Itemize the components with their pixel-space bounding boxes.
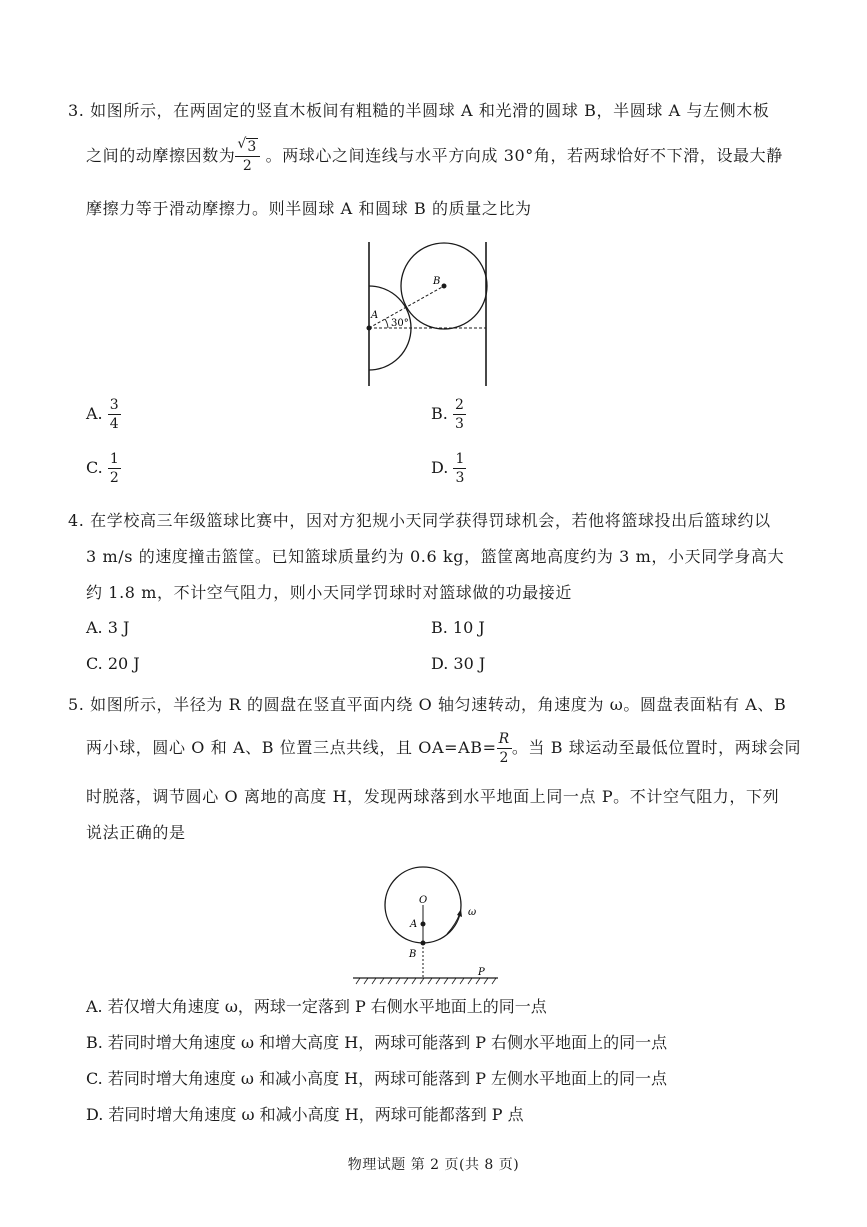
q4-line-2: 3 m/s 的速度撞击篮筐。已知篮球质量约为 0.6 kg，篮筐离地高度约为 3 m，小天同学身高大 [86,547,785,566]
q3-option-d-den: 3 [455,470,465,486]
half-r-numerator: R [498,731,510,747]
q3-line-2-pre: 之间的动摩擦因数为 [86,146,236,165]
q4-option-c[interactable]: C. 20 J [86,654,140,673]
q5-line-3: 时脱落，调节圆心 O 离地的高度 H，发现两球落到水平地面上同一点 P。不计空气阻力，下列 [86,787,780,806]
q3-option-c-num: 1 [109,451,119,467]
center-b-dot [442,284,447,289]
q3-figure [355,238,500,390]
q3-line-2 [86,136,783,174]
q4-option-a[interactable]: A. 3 J [86,618,130,637]
q3-option-b-num: 2 [454,397,464,413]
label-o: O [419,895,428,906]
q3-option-b-letter: B. [431,404,448,423]
q3-option-b-den: 3 [454,416,464,432]
q3-option-a-num: 3 [109,397,119,413]
q5-figure [348,860,508,990]
q5-line-2-post: 。当 B 球运动至最低位置时，两球会同 [511,738,802,757]
q4-option-d[interactable]: D. 30 J [431,654,486,673]
label-omega: ω [468,907,477,918]
q3-option-c-letter: C. [86,458,103,477]
q3-option-d-num: 1 [455,451,465,467]
ground-hatch [356,978,496,984]
q3-option-a-den: 4 [109,416,119,432]
q5-option-d[interactable]: D. 若同时增大角速度 ω 和减小高度 H，两球可能都落到 P 点 [86,1105,524,1124]
omega-arrow [447,913,460,934]
q5-line-2 [86,732,801,765]
q5-line-2-pre: 两小球，圆心 O 和 A、B 位置三点共线，且 OA=AB= [86,738,497,757]
mu-fraction: √ 3 2 [235,140,260,173]
angle-arc [385,319,388,328]
q4-line-3: 约 1.8 m，不计空气阻力，则小天同学罚球时对篮球做的功最接近 [86,583,572,602]
q5-line-1: 5. 如图所示，半径为 R 的圆盘在竖直平面内绕 O 轴匀速转动，角速度为 ω。圆盘表面粘有 A、B [68,695,787,714]
q5-option-a[interactable]: A. 若仅增大角速度 ω，两球一定落到 P 右侧水平地面上的同一点 [86,997,547,1016]
q5-option-b[interactable]: B. 若同时增大角速度 ω 和增大高度 H，两球可能落到 P 右侧水平地面上的同一点 [86,1033,668,1052]
label-a: A [371,310,379,321]
center-a-dot [367,326,372,331]
q4-option-b[interactable]: B. 10 J [431,618,485,637]
angle-label: 30° [391,318,409,329]
half-r-denominator: 2 [499,750,509,766]
ball-a-dot [421,922,426,927]
mu-numerator: 3 [247,139,257,155]
q3-line-2-post: 。两球心之间连线与水平方向成 30°角，若两球恰好不下滑，设最大静 [259,146,783,165]
page-footer: 物理试题 第 2 页(共 8 页) [347,1157,520,1173]
q5-line-4: 说法正确的是 [86,823,186,842]
mu-denominator: 2 [242,158,253,174]
label-b: B [409,949,417,960]
q5-option-c[interactable]: C. 若同时增大角速度 ω 和减小高度 H，两球可能落到 P 左侧水平地面上的同一点 [86,1069,668,1088]
q4-line-1: 4. 在学校高三年级篮球比赛中，因对方犯规小天同学获得罚球机会，若他将篮球投出后篮球约以 [68,511,771,530]
q3-line-3: 摩擦力等于滑动摩擦力。则半圆球 A 和圆球 B 的质量之比为 [86,199,532,218]
q3-option-b[interactable] [431,398,466,431]
q3-option-c-den: 2 [109,470,119,486]
q3-option-a[interactable] [86,398,121,431]
ball-b-dot [421,941,426,946]
q3-option-d[interactable] [431,452,466,485]
half-r-fraction [497,732,512,765]
q3-line-1: 3. 如图所示，在两固定的竖直木板间有粗糙的半圆球 A 和光滑的圆球 B，半圆球 A 与左侧木板 [68,101,770,120]
q3-option-c[interactable] [86,452,121,485]
label-b: B [433,276,441,287]
label-p: P [478,967,485,978]
label-a: A [410,919,418,930]
q3-option-d-letter: D. [431,458,449,477]
q3-option-a-letter: A. [86,404,103,423]
